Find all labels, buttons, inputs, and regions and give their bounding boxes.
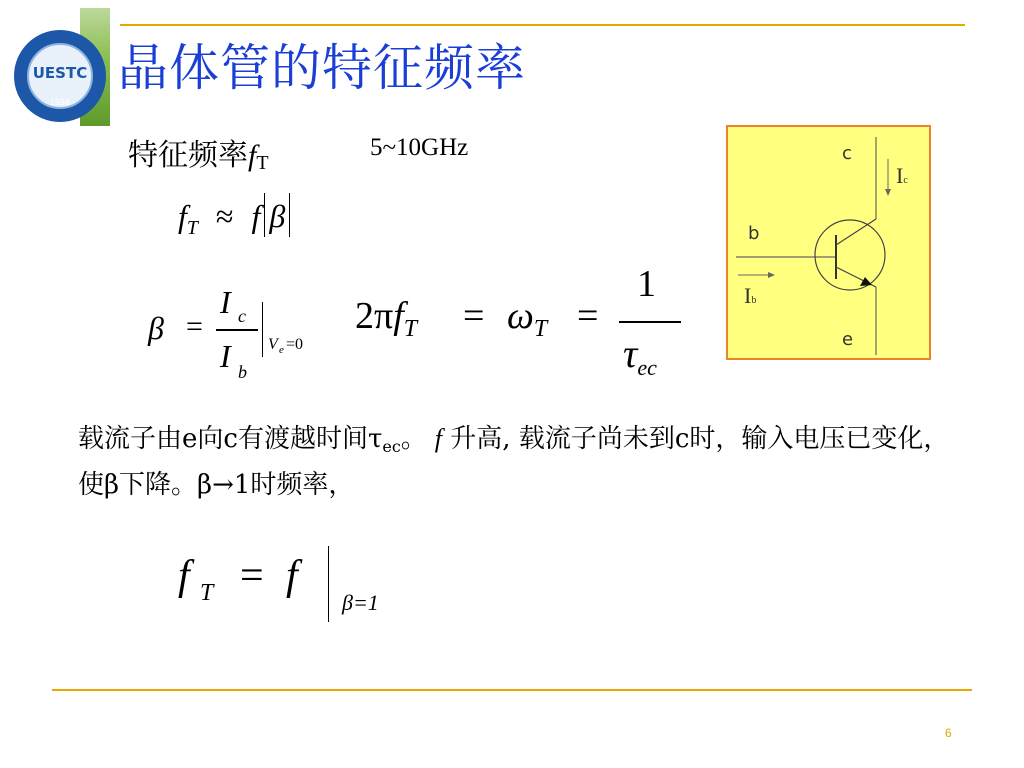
final-equation (178, 550, 438, 630)
eq1-f2: f (251, 198, 261, 234)
eq1-approx: ≈ (215, 198, 234, 234)
beta-eval-bar (262, 302, 263, 357)
beta-num: I (220, 284, 231, 320)
label-ic-wrap (896, 163, 908, 189)
beta-eq-sign: = (186, 310, 203, 343)
label-emitter: e (842, 329, 854, 350)
two-pi: 2π (355, 295, 394, 337)
eq1-f: f (178, 198, 187, 234)
explanation-paragraph (78, 420, 968, 504)
page-title: 晶体管的特征频率 (118, 39, 526, 97)
omega-symbol-wrap (507, 294, 547, 343)
beta-symbol: β (148, 310, 164, 346)
abs-bar-right (289, 193, 290, 237)
feature-frequency-label (128, 130, 269, 175)
final-eq-sign: = (240, 553, 264, 599)
final-f-sub: T (200, 580, 214, 606)
label-f: f (248, 139, 257, 172)
tau-sub: ec (637, 355, 657, 380)
beta-definition (148, 280, 338, 390)
beta-cond-v: V (268, 336, 278, 353)
para-part4: 升高, 载流子尚未到c时，输入电压已变化，使β下降。β→1时频率， (78, 424, 950, 500)
frequency-range: 5~10GHz (370, 134, 469, 161)
equation-ft-approx (178, 193, 294, 240)
final-f: f (178, 553, 190, 599)
omega-eq-lhs (355, 294, 417, 343)
label-ic-sub: c (903, 175, 908, 186)
final-eval-bar (328, 546, 329, 622)
eq1-beta: β (269, 198, 286, 234)
label-ic: I (896, 163, 904, 188)
final-f2: f (286, 553, 298, 599)
omega-eq-f: f (393, 295, 404, 337)
label-collector: c (842, 143, 852, 164)
para-f: f (434, 424, 443, 453)
omega-symbol: ω (507, 295, 534, 337)
omega-fraction-line (619, 321, 681, 323)
transistor-diagram (726, 125, 931, 360)
omega-sub: T (533, 316, 548, 342)
top-rule (120, 24, 965, 26)
label-ib: I (744, 283, 752, 308)
beta-fraction-line (216, 329, 258, 331)
beta-den: I (220, 338, 231, 374)
abs-bar-left (264, 193, 265, 237)
omega-eq-f-sub: T (403, 316, 418, 342)
logo-year: 1956 (49, 98, 71, 107)
omega-eq-sign1: = (463, 295, 485, 337)
omega-equation (355, 263, 695, 398)
beta-cond-sub: e (279, 344, 284, 356)
tau-symbol: τ (623, 331, 638, 376)
bottom-rule (52, 689, 972, 691)
beta-cond-val: =0 (286, 336, 304, 353)
page-number: 6 (945, 726, 952, 740)
para-part2: 。 (400, 424, 427, 454)
para-tau-sub: ec (382, 437, 401, 456)
eq1-f-sub: T (186, 216, 198, 239)
label-base: b (748, 223, 760, 244)
label-chars: 特征频率 (128, 138, 248, 173)
tau-wrap (623, 330, 657, 381)
omega-frac-num: 1 (637, 263, 656, 305)
label-f-sub: T (256, 152, 269, 174)
label-ib-wrap (744, 283, 756, 309)
omega-eq-sign2: = (577, 295, 599, 337)
logo-text: UESTC (32, 64, 88, 82)
final-cond: β=1 (342, 590, 379, 615)
label-ib-sub: b (751, 295, 757, 306)
para-part1: 载流子由e向c有渡越时间τ (78, 424, 383, 454)
beta-den-sub: b (238, 362, 247, 382)
beta-num-sub: c (238, 306, 246, 326)
